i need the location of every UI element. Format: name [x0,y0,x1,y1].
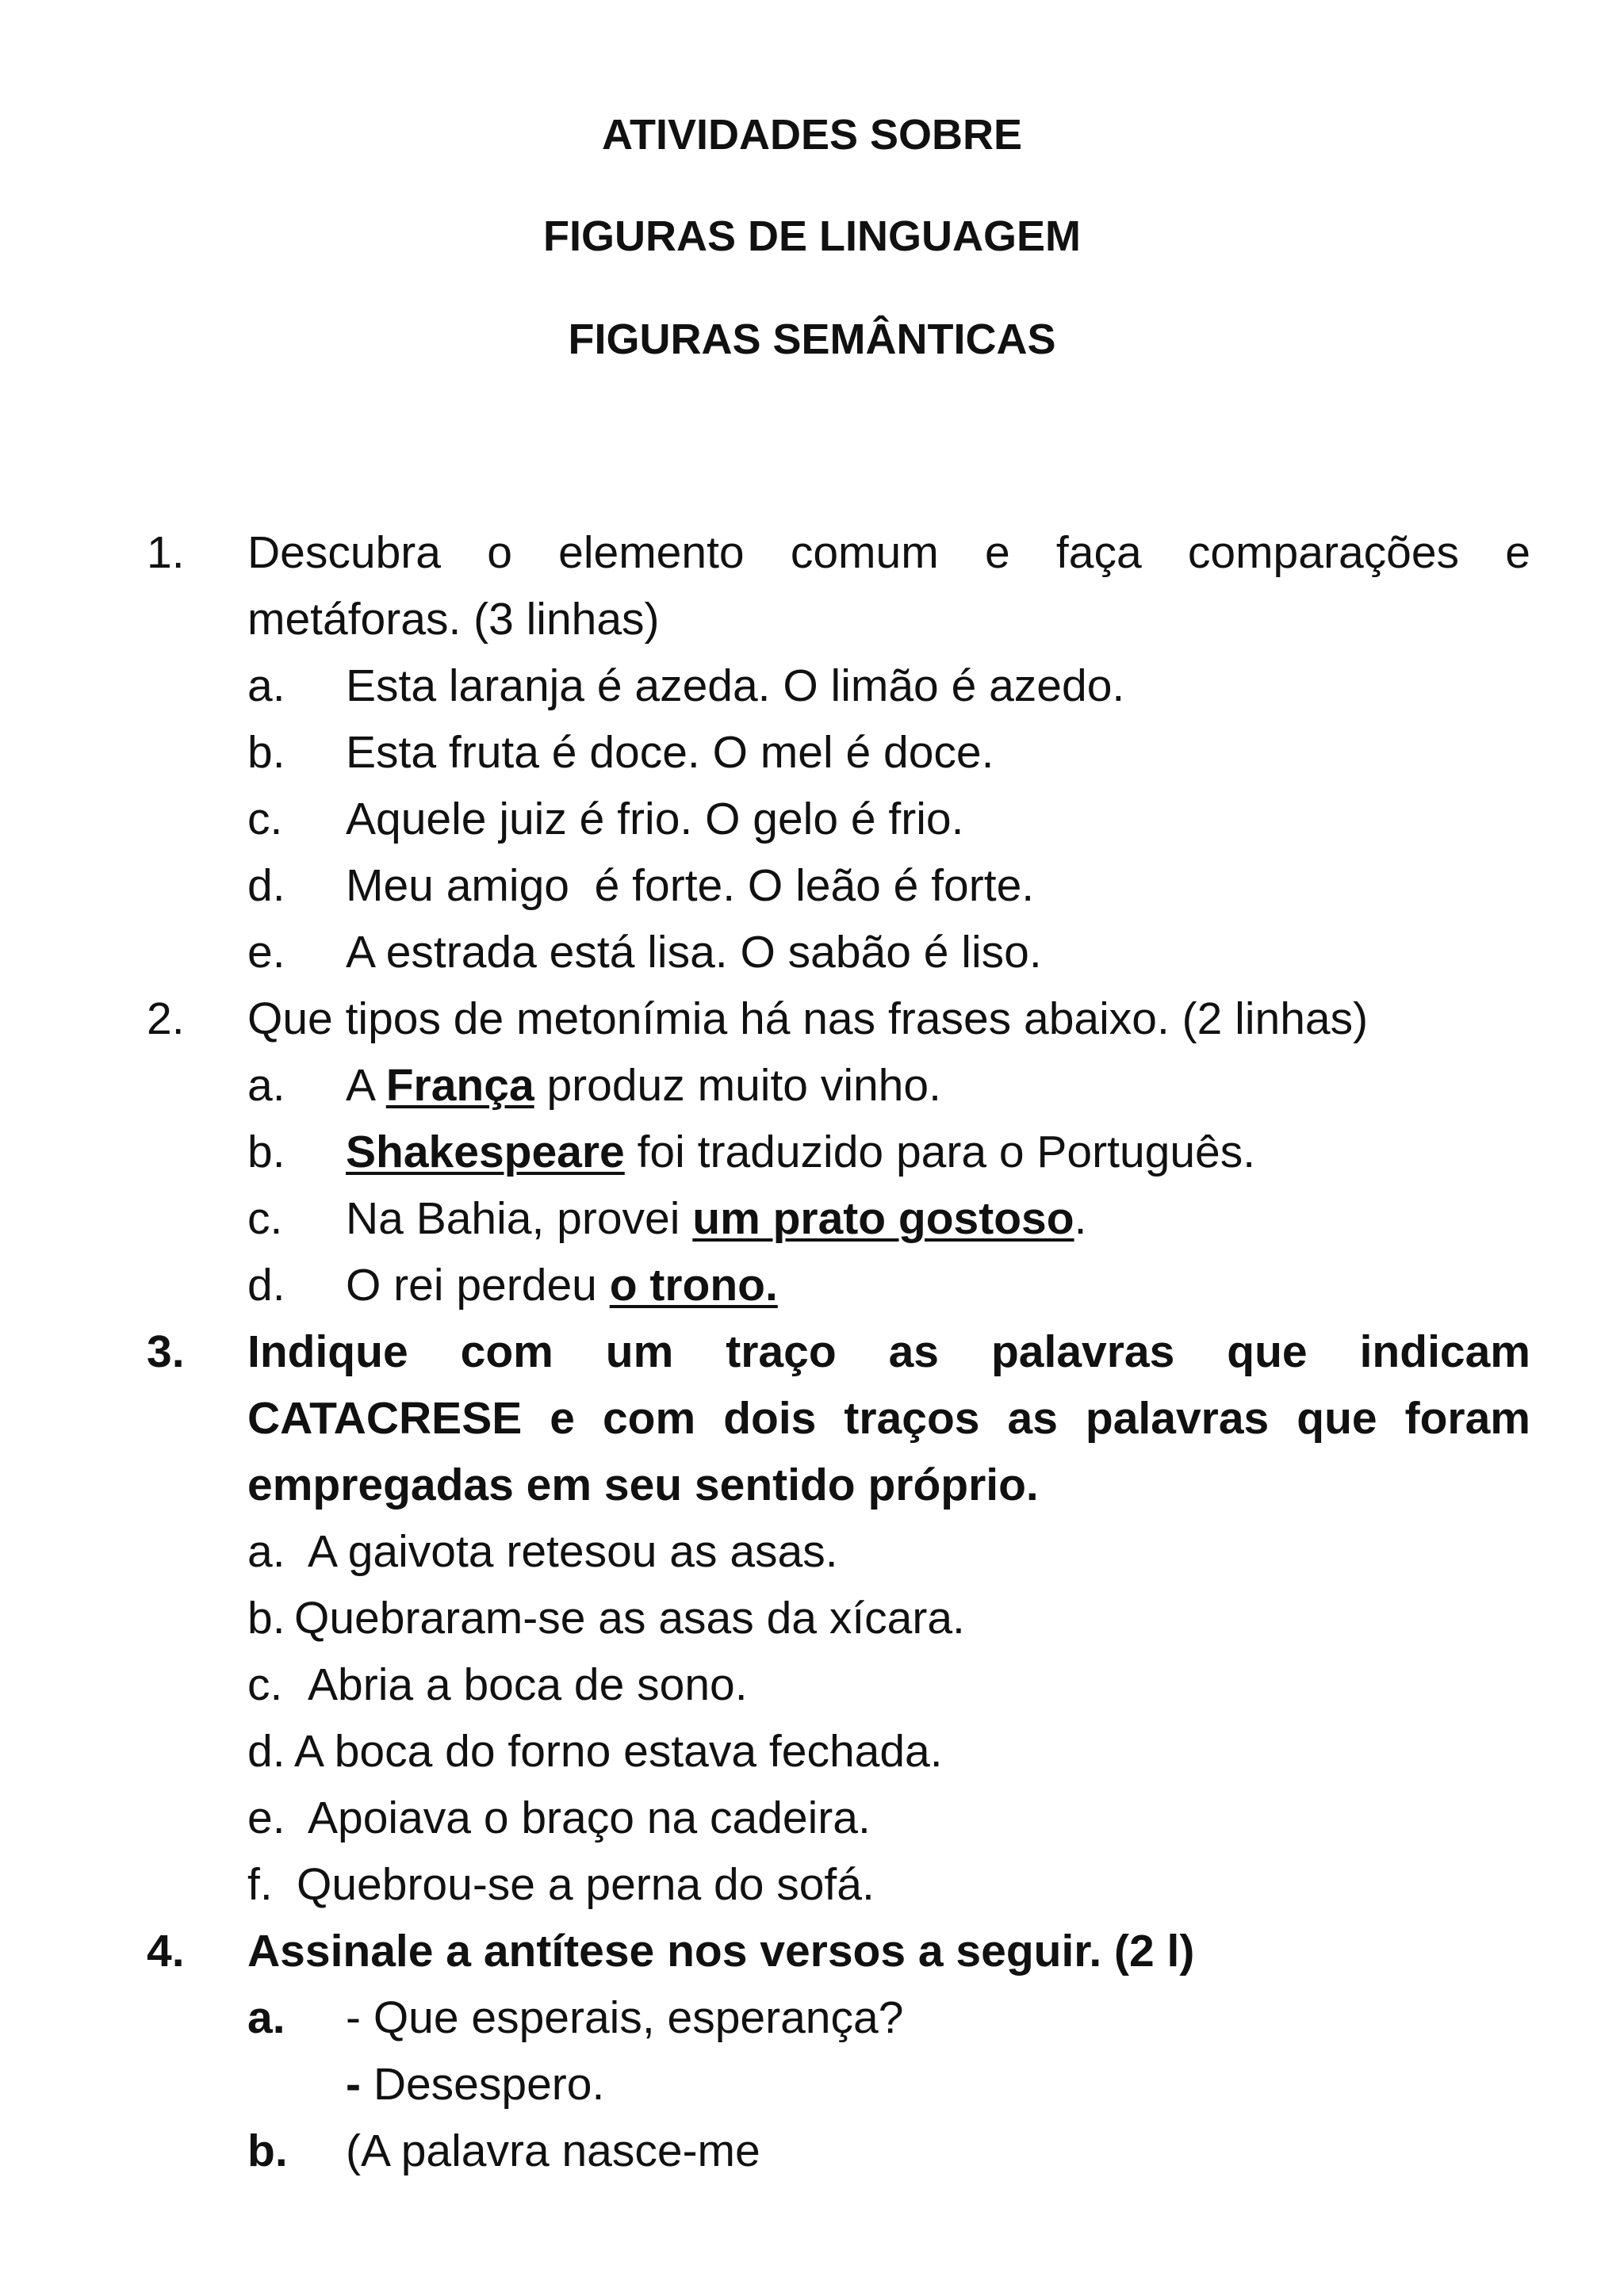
item-text: Meu amigo é forte. O leão é forte. [346,860,1035,911]
item-label: a. [247,1060,285,1111]
item-label: c. [247,1659,283,1710]
highlighted-term: o trono. [609,1260,778,1311]
item-text-post: . [1074,1193,1087,1244]
item-text [346,1126,1255,1178]
item-label: b. [247,727,285,778]
dialogue-dash: - [346,2059,361,2110]
highlighted-term: França [385,1060,534,1111]
title-line-3: FIGURAS SEMÂNTICAS [568,316,1056,363]
question-number: 1. [147,527,185,578]
title-line-2: FIGURAS DE LINGUAGEM [542,212,1081,260]
item-text-pre: A [346,1060,386,1111]
item-text: Esta fruta é doce. O mel é doce. [346,727,994,778]
item-text: A gaivota retesou as asas. [308,1526,838,1577]
item-text: Apoiava o braço na cadeira. [308,1793,871,1843]
item-text [346,2058,604,2110]
question-text-line: empregadas em seu sentido próprio. [247,1460,1039,1510]
item-text: (A palavra nasce-me [346,2126,760,2176]
item-label: a. [247,660,285,711]
item-text [346,1059,941,1112]
item-label: e. [247,1793,285,1843]
item-text: Quebraram-se as asas da xícara. [294,1593,965,1644]
question-text-line: Que tipos de metonímia há nas frases abaixo. (2 linhas) [247,993,1369,1044]
highlighted-term: um prato gostoso [692,1193,1074,1244]
item-text-post: Desespero. [360,2059,605,2110]
question-text-line: Assinale a antítese nos versos a seguir. (2 l) [247,1926,1195,1976]
item-text: A boca do forno estava fechada. [294,1726,943,1777]
item-text [346,1259,778,1311]
item-label: b. [247,2126,288,2176]
item-label: d. [247,1726,285,1777]
item-text [346,1192,1086,1245]
question-text-line: Descubra o elemento comum e faça comparações e [247,527,1530,578]
item-text: Aquele juiz é frio. O gelo é frio. [346,794,964,844]
item-text: Esta laranja é azeda. O limão é azedo. [346,660,1125,711]
item-text: Abria a boca de sono. [308,1659,748,1710]
item-label: a. [247,1526,285,1577]
item-label: b. [247,1593,285,1644]
item-label: b. [247,1127,285,1177]
title-line-1: ATIVIDADES SOBRE [601,111,1023,159]
item-label: f. [247,1859,273,1910]
question-number: 3. [147,1326,185,1377]
item-text-post: foi traduzido para o Português. [624,1127,1256,1177]
item-label: c. [247,794,283,844]
item-text-pre: O rei perdeu [346,1260,610,1311]
item-text: - Que esperais, esperança? [346,1992,904,2043]
question-text-line: metáforas. (3 linhas) [247,594,660,645]
question-text-line: CATACRESE e com dois traços as palavras que foram [247,1393,1530,1444]
item-text: Quebrou-se a perna do sofá. [297,1859,875,1910]
item-label: a. [247,1992,285,2043]
highlighted-term: Shakespeare [346,1127,625,1177]
item-label: c. [247,1193,283,1244]
item-label: d. [247,1260,285,1311]
question-text-line: Indique com um traço as palavras que indicam [247,1326,1530,1377]
question-number: 2. [147,993,185,1044]
item-text: A estrada está lisa. O sabão é liso. [346,927,1042,978]
item-text-post: produz muito vinho. [534,1060,941,1111]
item-label: e. [247,927,285,978]
item-text-pre: Na Bahia, provei [346,1193,693,1244]
question-number: 4. [147,1926,185,1976]
item-label: d. [247,860,285,911]
